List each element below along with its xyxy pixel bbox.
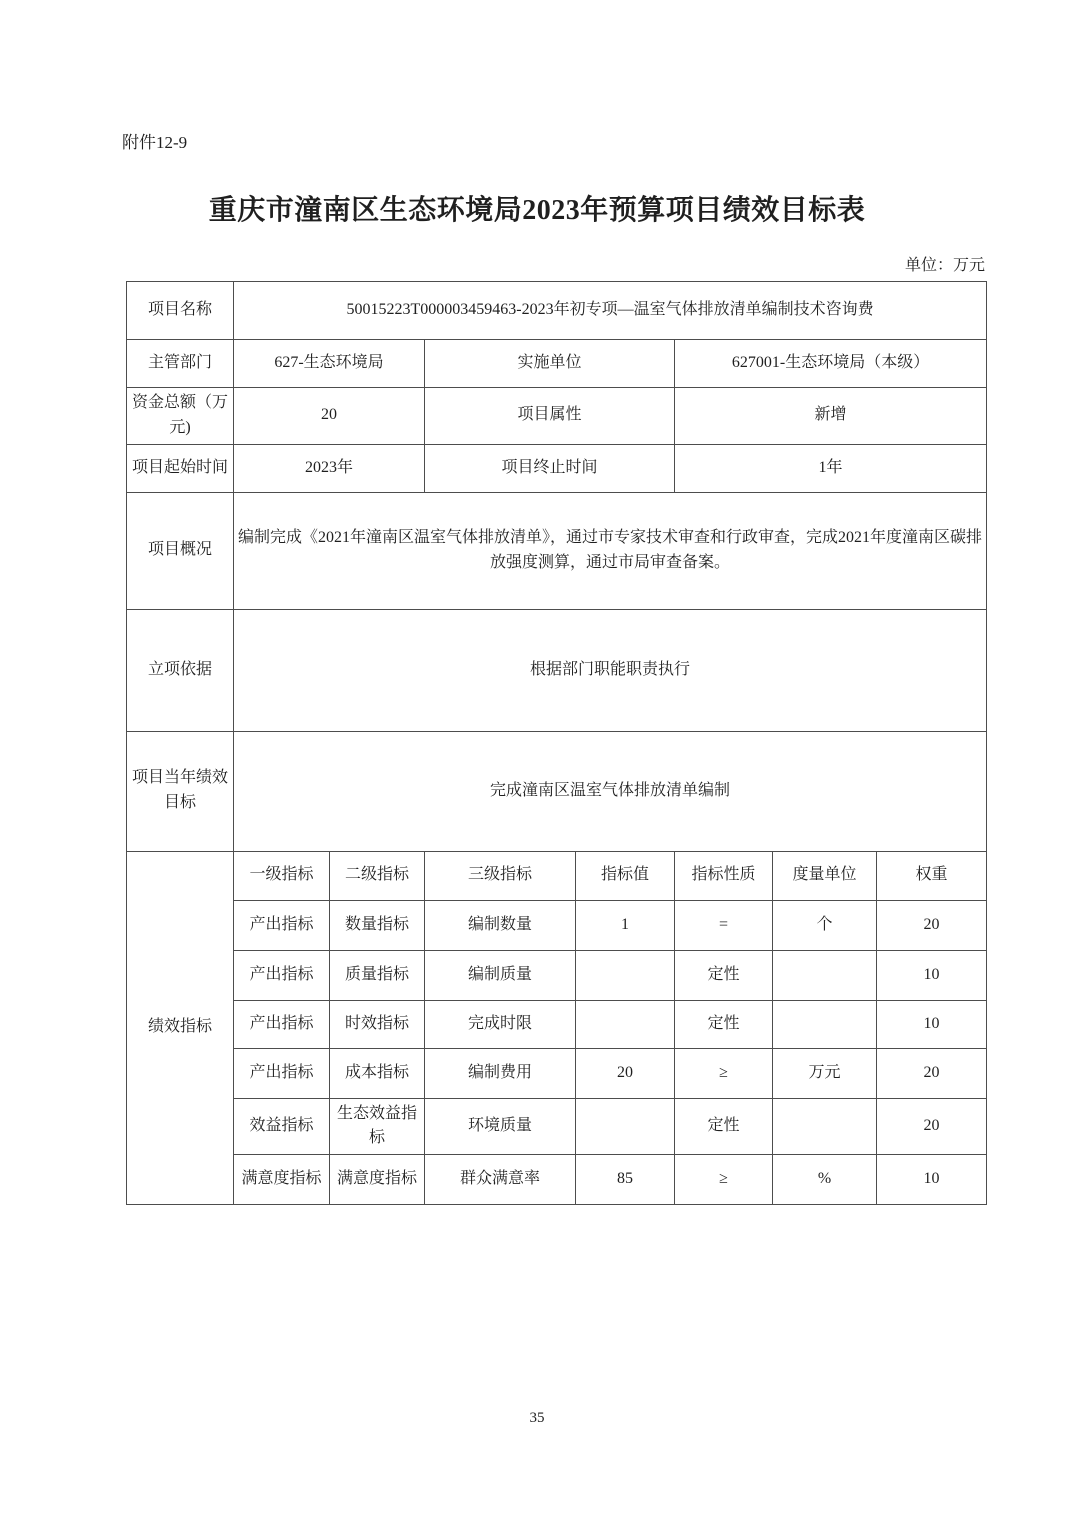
indicator-nature: ≥ [675,1155,773,1205]
unit-note: 单位：万元 [904,257,985,274]
indicator-unit: % [773,1155,877,1205]
indicator-nature: 定性 [675,950,773,1000]
attr-label: 项目属性 [425,388,675,445]
indicator-nature: 定性 [675,1000,773,1048]
basis-value: 根据部门职能职责执行 [234,609,987,731]
indicator-row [127,900,987,950]
indicator-level2: 生态效益指标 [330,1098,425,1155]
page-number: 35 [529,1410,545,1426]
indicator-header: 三级指标 [425,851,576,900]
fund-label: 资金总额（万元) [127,388,234,445]
indicator-level2: 时效指标 [330,1000,425,1048]
indicator-weight: 20 [877,1098,987,1155]
indicator-level3: 编制数量 [425,900,576,950]
indicator-level3: 环境质量 [425,1098,576,1155]
indicator-value [576,1098,675,1155]
indicator-row [127,950,987,1000]
indicator-unit [773,1000,877,1048]
indicator-header-row [127,851,987,900]
indicator-unit: 个 [773,900,877,950]
indicator-level3: 编制费用 [425,1048,576,1098]
indicator-row [127,1098,987,1155]
overview-value: 编制完成《2021年潼南区温室气体排放清单》，通过市专家技术审查和行政审查，完成2021年度潼南区碳排放强度测算，通过市局审查备案。 [234,492,987,609]
indicator-value: 1 [576,900,675,950]
indicator-level2: 满意度指标 [330,1155,425,1205]
project-name-value: 50015223T000003459463-2023年初专项—温室气体排放清单编制技术咨询费 [234,282,987,340]
start-label: 项目起始时间 [127,444,234,492]
table-row [127,609,987,731]
indicator-level1: 满意度指标 [234,1155,330,1205]
basis-label: 立项依据 [127,609,234,731]
indicator-weight: 20 [877,900,987,950]
indicator-header: 指标值 [576,851,675,900]
indicator-level2: 质量指标 [330,950,425,1000]
indicator-nature: ≥ [675,1048,773,1098]
indicator-nature: = [675,900,773,950]
indicator-value [576,950,675,1000]
indicator-value [576,1000,675,1048]
impl-label: 实施单位 [425,340,675,388]
indicator-level1: 效益指标 [234,1098,330,1155]
overview-label: 项目概况 [127,492,234,609]
indicator-value: 85 [576,1155,675,1205]
project-name-label: 项目名称 [127,282,234,340]
indicator-row [127,1000,987,1048]
indicator-header: 一级指标 [234,851,330,900]
indicator-row [127,1155,987,1205]
indicator-header: 二级指标 [330,851,425,900]
impl-value: 627001-生态环境局（本级） [675,340,987,388]
indicator-level3: 完成时限 [425,1000,576,1048]
indicator-level2: 成本指标 [330,1048,425,1098]
indicator-level1: 产出指标 [234,950,330,1000]
end-value: 1年 [675,444,987,492]
attachment-label: 附件12-9 [122,133,188,152]
indicator-level3: 编制质量 [425,950,576,1000]
start-value: 2023年 [234,444,425,492]
indicator-nature: 定性 [675,1098,773,1155]
indicator-header: 指标性质 [675,851,773,900]
fund-value: 20 [234,388,425,445]
indicator-level1: 产出指标 [234,1000,330,1048]
indicator-unit [773,1098,877,1155]
end-label: 项目终止时间 [425,444,675,492]
table-row [127,340,987,388]
indicator-header: 度量单位 [773,851,877,900]
page-title: 重庆市潼南区生态环境局2023年预算项目绩效目标表 [208,195,866,226]
indicator-unit: 万元 [773,1048,877,1098]
indicator-level1: 产出指标 [234,900,330,950]
table-row [127,731,987,851]
indicator-row [127,1048,987,1098]
attr-value: 新增 [675,388,987,445]
indicator-weight: 20 [877,1048,987,1098]
budget-performance-table [126,281,987,1205]
indicator-level1: 产出指标 [234,1048,330,1098]
dept-value: 627-生态环境局 [234,340,425,388]
goal-value: 完成潼南区温室气体排放清单编制 [234,731,987,851]
indicator-header: 权重 [877,851,987,900]
indicator-weight: 10 [877,1000,987,1048]
indicator-value: 20 [576,1048,675,1098]
indicator-level3: 群众满意率 [425,1155,576,1205]
table-row [127,444,987,492]
indicator-weight: 10 [877,950,987,1000]
indicator-weight: 10 [877,1155,987,1205]
indicator-unit [773,950,877,1000]
indicator-level2: 数量指标 [330,900,425,950]
table-row [127,282,987,340]
table-row [127,492,987,609]
table-row [127,388,987,445]
goal-label: 项目当年绩效目标 [127,731,234,851]
indicators-section-label: 绩效指标 [127,851,234,1205]
dept-label: 主管部门 [127,340,234,388]
